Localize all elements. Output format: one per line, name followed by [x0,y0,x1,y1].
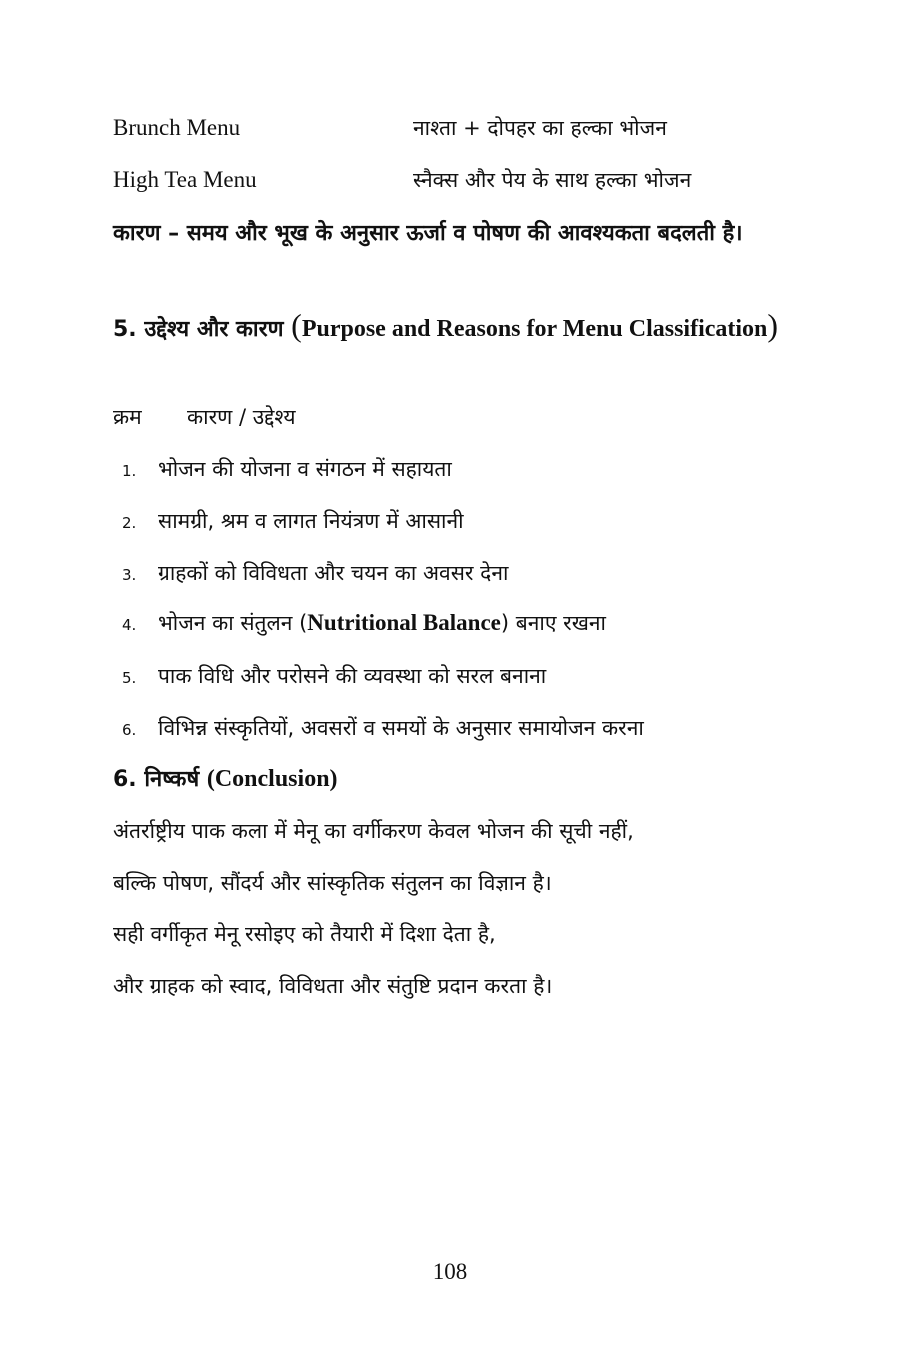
list-item [120,608,820,638]
list-item-number: 1. [122,462,137,480]
list-item-number: 3. [122,566,137,584]
list-item-number: 6. [122,721,137,739]
list-item-number: 2. [122,514,137,532]
text-before: भोजन का संतुलन ( [158,611,308,635]
section-6-heading [113,763,338,796]
list-item-number: 4. [122,616,137,634]
menu-row-brunch [113,113,793,143]
list-item [120,454,820,484]
list-item-text: विभिन्न संस्कृतियों, अवसरों व समयों के अनुसार समायोजन करना [158,716,644,740]
menu-name: High Tea Menu [113,167,257,192]
page-number: 108 [432,1259,468,1284]
list-item [120,506,820,536]
section-title-hindi: उद्देश्य और कारण [144,317,284,342]
section-title-hindi: 6. निष्कर्ष [113,767,200,792]
table-header-serial: क्रम [113,405,142,429]
table-header [113,402,296,432]
menu-description: नाश्ता + दोपहर का हल्का भोजन [413,116,667,140]
conclusion-line: अंतर्राष्ट्रीय पाक कला में मेनू का वर्गीकरण केवल भोजन की सूची नहीं, [113,819,634,843]
paren-open: ( [291,307,302,343]
menu-row-high-tea [113,165,793,195]
section-number: 5. [113,317,137,342]
list-item-number: 5. [122,669,137,687]
conclusion-line: सही वर्गीकृत मेनू रसोइए को तैयारी में दिशा देता है, [113,922,496,946]
conclusion-line: बल्कि पोषण, सौंदर्य और सांस्कृतिक संतुलन का विज्ञान है। [113,871,552,895]
text-after: ) बनाए रखना [500,611,606,635]
section-5-heading [113,305,789,350]
reason-paragraph: कारण – समय और भूख के अनुसार ऊर्जा व पोषण की आवश्यकता बदलती है। [113,221,743,246]
list-item-text: सामग्री, श्रम व लागत नियंत्रण में आसानी [158,509,464,533]
table-header-reason: कारण / उद्देश्य [187,405,296,429]
paren-close: ) [767,307,779,343]
list-item-text: पाक विधि और परोसने की व्यवस्था को सरल बनाना [158,664,547,688]
list-item-text-mixed [158,608,606,638]
conclusion-line: और ग्राहक को स्वाद, विविधता और संतुष्टि प्रदान करता है। [113,974,553,998]
list-item [120,558,820,588]
list-item-text: ग्राहकों को विविधता और चयन का अवसर देना [158,561,509,585]
section-title-english: Purpose and Reasons for Menu Classification [301,316,768,342]
menu-name: Brunch Menu [113,115,241,140]
list-item [120,661,820,691]
list-item-text: भोजन की योजना व संगठन में सहायता [158,457,452,481]
menu-description: स्नैक्स और पेय के साथ हल्का भोजन [413,168,692,192]
list-item [120,713,820,743]
text-bold-english: Nutritional Balance [307,610,501,635]
section-title-english: (Conclusion) [206,766,338,792]
